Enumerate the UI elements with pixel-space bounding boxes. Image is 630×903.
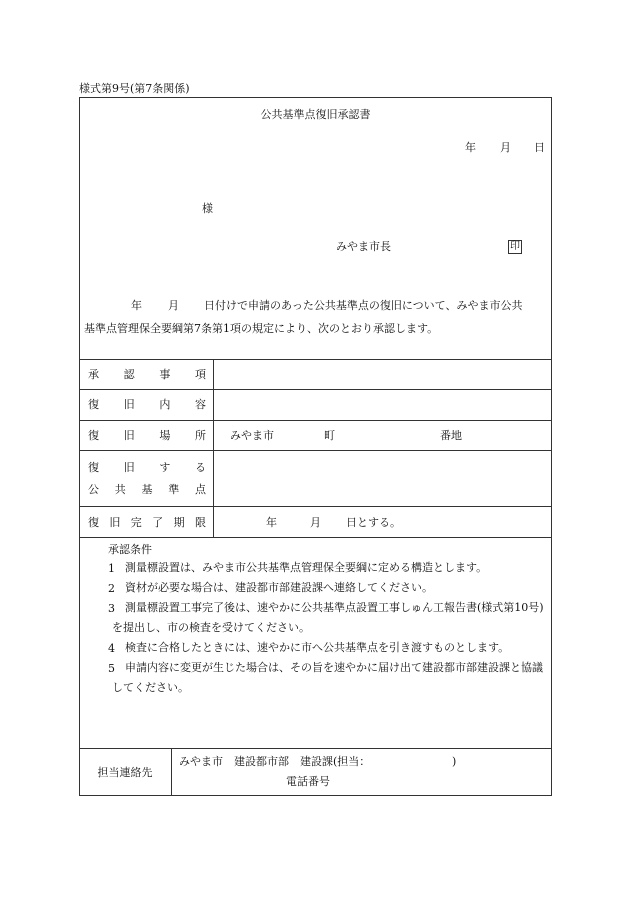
label-restoration-content: [88, 399, 206, 410]
label-char: 期: [173, 516, 185, 529]
body-line1: 日付けで申請のあった公共基準点の復旧について、みやま市公共: [204, 299, 523, 312]
label-char: 復: [88, 461, 99, 474]
label-restoration-location: [88, 430, 206, 441]
label-char: 旧: [123, 461, 135, 474]
label-char: 共: [114, 483, 126, 496]
label-char: 了: [152, 516, 164, 529]
condition-text: 測量標設置工事完了後は、速やかに公共基準点設置工事しゅん工報告書(様式第10号)を提出し、市の検査を受けてください。: [112, 601, 544, 634]
condition-number: 3: [108, 602, 115, 615]
deadline-month: 月: [310, 516, 321, 529]
contact-close-paren: ): [452, 755, 457, 768]
condition-text: 検査に合格したときには、速やかに市へ公共基準点を引き渡すものとします。: [125, 641, 510, 654]
row-rule: [79, 450, 552, 451]
contact-label: 担当連絡先: [97, 766, 153, 779]
label-char: 所: [194, 429, 206, 442]
deadline-year: 年: [266, 516, 277, 529]
condition-text: 資材が必要な場合は、建設都市部建設課へ連絡してください。: [125, 581, 433, 594]
label-char: 点: [195, 483, 206, 496]
label-char: 項: [194, 368, 206, 381]
issuer-name: みやま市長: [336, 240, 391, 253]
contact-column-rule: [171, 748, 172, 796]
label-char: 容: [194, 398, 206, 411]
label-approval-matters: [88, 369, 206, 380]
seal-mark: 印: [510, 241, 520, 252]
body-year: 年: [131, 299, 142, 312]
addressee-suffix: 様: [202, 202, 213, 215]
label-completion-deadline: [88, 517, 206, 528]
label-char: 準: [168, 483, 180, 496]
contact-top-rule: [79, 748, 552, 749]
body-month: 月: [168, 299, 179, 312]
row-rule: [79, 420, 552, 421]
deadline-day-suffix: 日とする。: [346, 516, 401, 529]
date-year: 年: [465, 141, 476, 154]
contact-phone-label: 電話番号: [286, 775, 330, 788]
condition-number: 2: [108, 582, 115, 595]
condition-number: 4: [108, 642, 115, 655]
label-char: 事: [159, 368, 171, 381]
label-char: 復: [88, 398, 99, 411]
body-line2: 基準点管理保全要綱第7条第1項の規定により、次のとおり承認します。: [84, 322, 439, 335]
label-char: 公: [88, 483, 99, 496]
label-char: 復: [88, 516, 99, 529]
table-top-rule: [79, 359, 552, 360]
form-number-label: 様式第9号(第7条関係): [79, 82, 190, 95]
label-column-rule: [213, 359, 214, 537]
label-char: 旧: [123, 398, 135, 411]
label-char: る: [194, 461, 206, 474]
label-restored-points-line1: [88, 462, 206, 473]
label-char: 基: [141, 483, 153, 496]
row-rule: [79, 389, 552, 390]
label-char: 内: [159, 398, 171, 411]
label-char: す: [159, 461, 171, 474]
label-char: 旧: [109, 516, 121, 529]
row-rule: [79, 537, 552, 538]
date-day: 日: [534, 141, 545, 154]
condition-number: 1: [108, 562, 115, 575]
location-town: 町: [324, 429, 335, 442]
location-banchi: 番地: [440, 429, 462, 442]
label-char: 旧: [123, 429, 135, 442]
document-title: 公共基準点復旧承認書: [260, 108, 371, 121]
condition-number: 5: [108, 662, 115, 675]
label-char: 完: [130, 516, 142, 529]
label-char: 場: [159, 429, 171, 442]
contact-department: みやま市 建設都市部 建設課(担当：: [179, 755, 371, 768]
label-char: 復: [88, 429, 99, 442]
label-char: 認: [123, 368, 135, 381]
conditions-heading: 承認条件: [108, 543, 152, 556]
condition-text: 測量標設置は、みやま市公共基準点管理保全要綱に定める構造とします。: [125, 561, 488, 574]
label-char: 承: [88, 368, 99, 381]
condition-text: 申請内容に変更が生じた場合は、その旨を速やかに届け出て建設都市部建設課と協議してください。: [112, 661, 543, 694]
label-restored-points-line2: [88, 484, 206, 495]
label-char: 限: [194, 516, 206, 529]
date-month: 月: [500, 141, 511, 154]
row-rule: [79, 506, 552, 507]
location-city: みやま市: [230, 429, 274, 442]
